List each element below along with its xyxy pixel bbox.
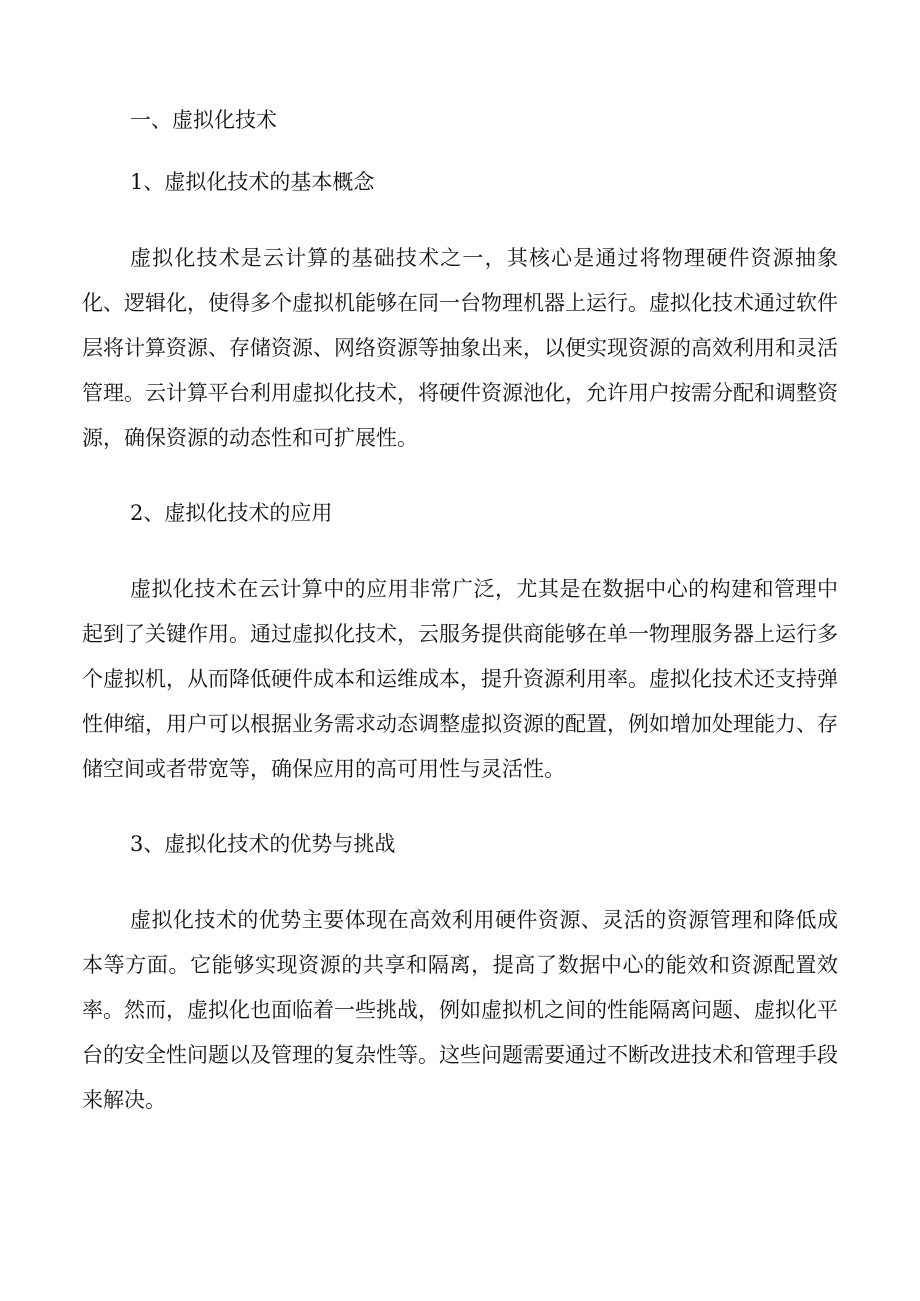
section-paragraph-1: 虚拟化技术是云计算的基础技术之一，其核心是通过将物理硬件资源抽象化、逻辑化，使得多个虚拟机能够在同一台物理机器上运行。虚拟化技术通过软件层将计算资源、存储资源、网络资源等抽象出来，以便实现资源的高效利用和灵活管理。云计算平台利用虚拟化技术，将硬件资源池化，允许用户按需分配和调整资源，确保资源的动态性和可扩展性。 [82,246,838,450]
section-paragraph-3: 虚拟化技术的优势主要体现在高效利用硬件资源、灵活的资源管理和降低成本等方面。它能够实现资源的共享和隔离，提高了数据中心的能效和资源配置效率。然而，虚拟化也面临着一些挑战，例如虚拟机之间的性能隔离问题、虚拟化平台的安全性问题以及管理的复杂性等。这些问题需要通过不断改进技术和管理手段来解决。 [82,908,838,1112]
section-heading-3: 3、虚拟化技术的优势与挑战 [130,832,396,856]
section-heading-2: 2、虚拟化技术的应用 [130,501,333,525]
section-heading-1: 1、虚拟化技术的基本概念 [130,170,375,194]
main-heading: 一、虚拟化技术 [130,108,277,132]
section-paragraph-2: 虚拟化技术在云计算中的应用非常广泛，尤其是在数据中心的构建和管理中起到了关键作用。通过虚拟化技术，云服务提供商能够在单一物理服务器上运行多个虚拟机，从而降低硬件成本和运维成本，提升资源利用率。虚拟化技术还支持弹性伸缩，用户可以根据业务需求动态调整虚拟资源的配置，例如增加处理能力、存储空间或者带宽等，确保应用的高可用性与灵活性。 [82,577,838,781]
